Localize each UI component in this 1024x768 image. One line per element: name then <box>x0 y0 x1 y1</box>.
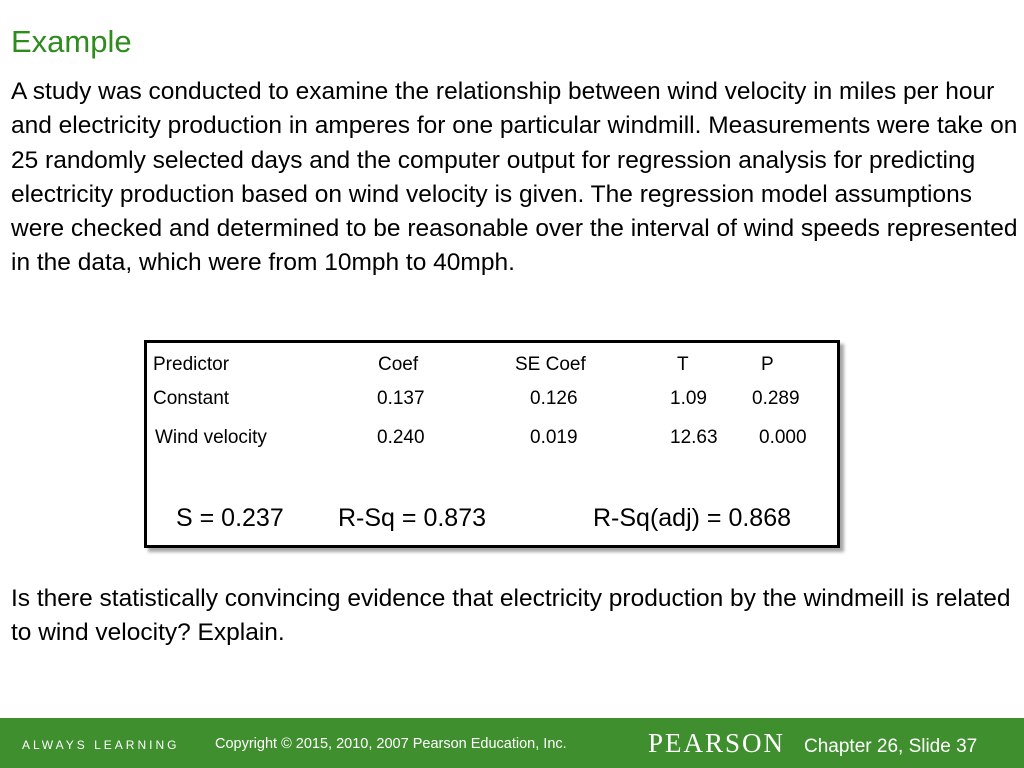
row-constant-p: 0.289 <box>752 388 800 409</box>
row-wind-t: 12.63 <box>670 427 718 448</box>
row-constant-predictor: Constant <box>153 388 230 409</box>
stat-r-sq: R-Sq = 0.873 <box>338 504 487 532</box>
pearson-logo: PEARSON <box>648 728 786 758</box>
header-coef: Coef <box>378 354 419 375</box>
header-p: P <box>761 354 774 375</box>
footer-bar <box>0 718 1024 768</box>
row-constant-coef: 0.137 <box>377 388 425 409</box>
footer-tagline: ALWAYS LEARNING <box>22 738 180 752</box>
row-wind-p: 0.000 <box>759 427 807 448</box>
header-se-coef: SE Coef <box>515 354 586 375</box>
stat-s: S = 0.237 <box>176 504 284 532</box>
row-wind-predictor: Wind velocity <box>155 427 267 448</box>
row-constant-se-coef: 0.126 <box>530 388 578 409</box>
header-predictor: Predictor <box>153 354 230 375</box>
row-constant-t: 1.09 <box>670 388 707 409</box>
footer-slide-label: Chapter 26, Slide 37 <box>804 736 978 757</box>
row-wind-coef: 0.240 <box>377 427 425 448</box>
header-t: T <box>677 354 689 375</box>
intro-paragraph: A study was conducted to examine the relationship between wind velocity in miles per hour and electricity production in amperes for one particular windmill. Measurements were take on 25 randomly selected days and the computer output for regression analysis for predicting electricity production based on wind velocity is given. The regression model assumptions were checked and determined to be reasonable over the interval of wind speeds represented in the data, which were from 10mph to 40mph. <box>11 78 1018 277</box>
question-paragraph: Is there statistically convincing evidence that electricity production by the windmeill is related to wind velocity? Explain. <box>11 585 1011 647</box>
footer-copyright: Copyright © 2015, 2010, 2007 Pearson Education, Inc. <box>215 736 567 752</box>
slide-title: Example <box>11 24 132 59</box>
row-wind-se-coef: 0.019 <box>530 427 578 448</box>
stat-r-sq-adj: R-Sq(adj) = 0.868 <box>593 504 792 532</box>
